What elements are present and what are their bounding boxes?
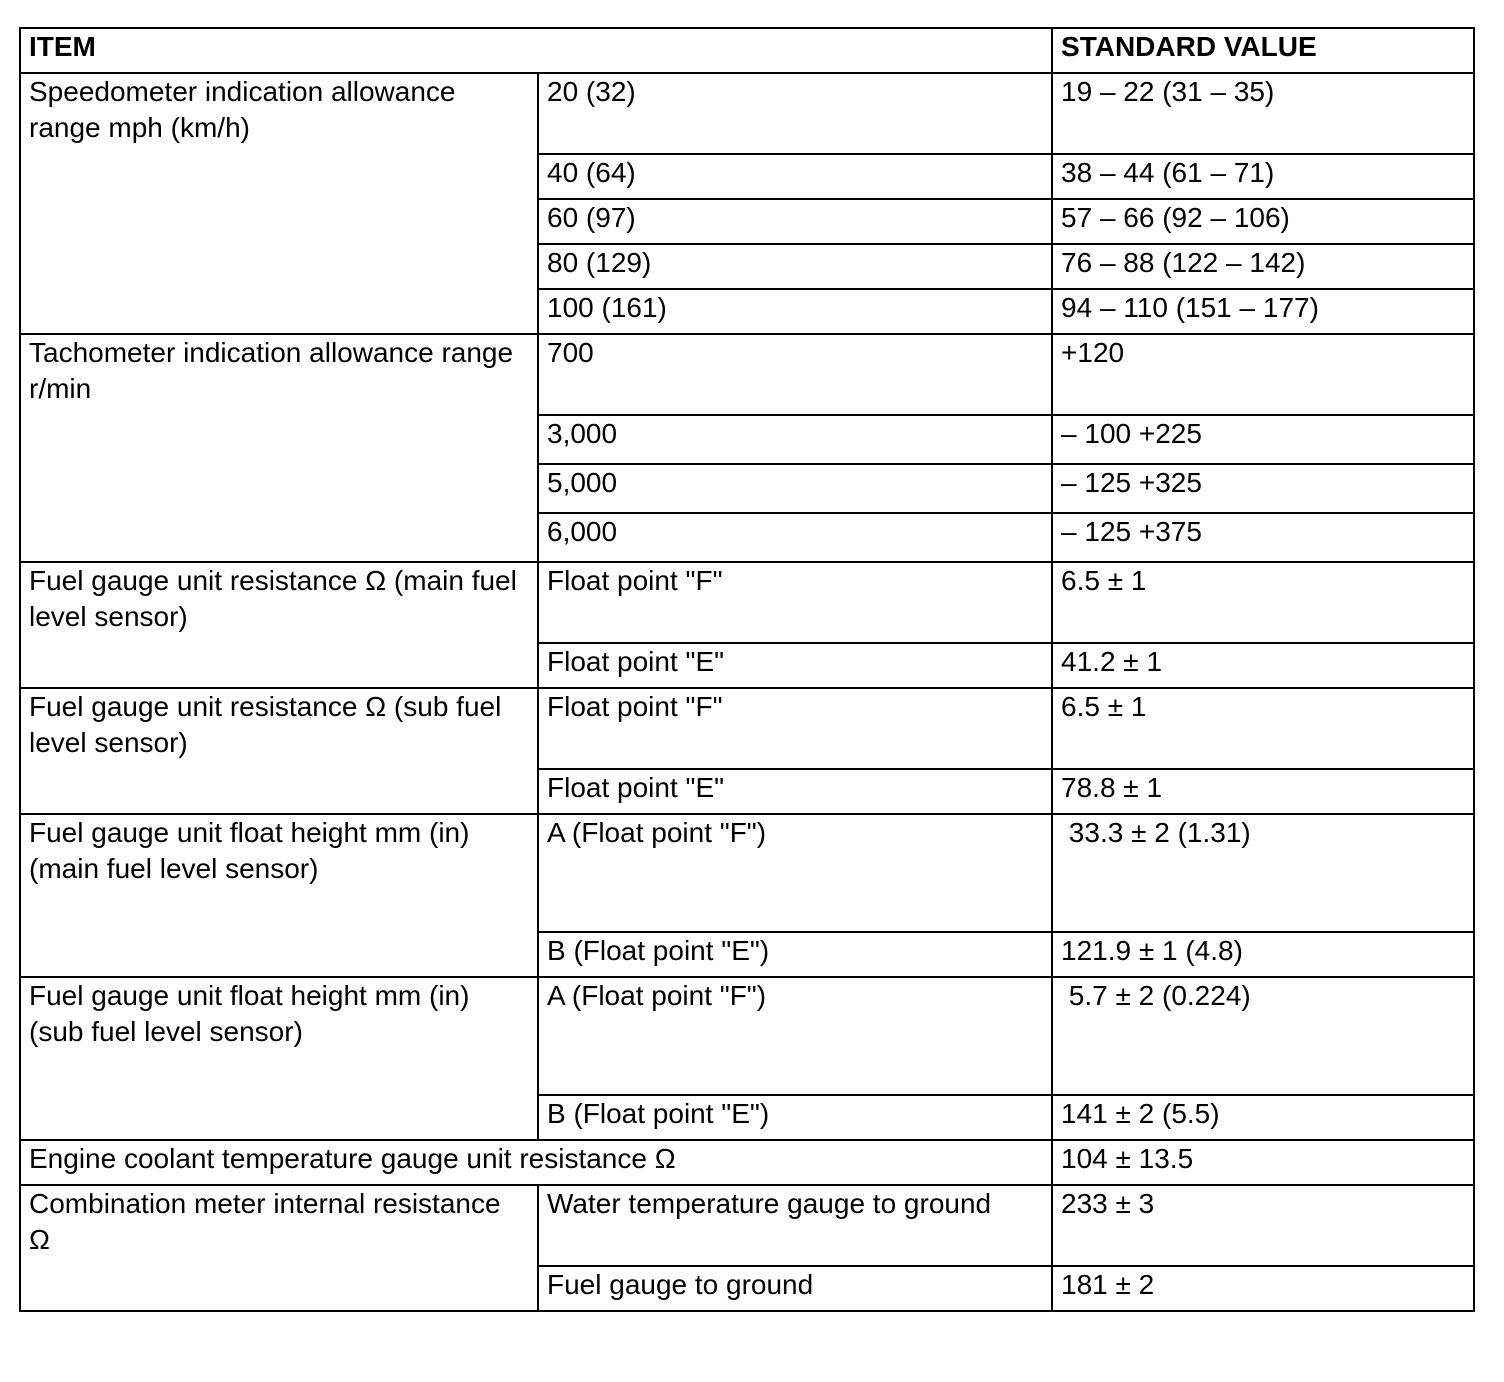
value-cell: +120 <box>1052 334 1474 415</box>
speedometer-label: Speedometer indication allowance range mph (km/h) <box>20 73 538 334</box>
condition-cell: Water temperature gauge to ground <box>538 1185 1052 1266</box>
value-cell: – 100 +225 <box>1052 415 1474 464</box>
table-row <box>20 977 1474 1095</box>
value-cell: 104 ± 13.5 <box>1052 1140 1474 1185</box>
specification-table <box>19 27 1475 1312</box>
table-row <box>20 1140 1474 1185</box>
value-cell: 141 ± 2 (5.5) <box>1052 1095 1474 1140</box>
value-cell: 181 ± 2 <box>1052 1266 1474 1311</box>
value-cell: 6.5 ± 1 <box>1052 562 1474 643</box>
fuel-resistance-sub-label: Fuel gauge unit resistance Ω (sub fuel level sensor) <box>20 688 538 814</box>
table-row <box>20 334 1474 415</box>
table-row <box>20 814 1474 932</box>
condition-cell: Float point "E" <box>538 769 1052 814</box>
condition-cell: 3,000 <box>538 415 1052 464</box>
value-cell: 5.7 ± 2 (0.224) <box>1052 977 1474 1095</box>
value-cell: 38 – 44 (61 – 71) <box>1052 154 1474 199</box>
value-cell: – 125 +325 <box>1052 464 1474 513</box>
value-cell: 76 – 88 (122 – 142) <box>1052 244 1474 289</box>
condition-cell: Fuel gauge to ground <box>538 1266 1052 1311</box>
table-row <box>20 688 1474 769</box>
value-cell: 6.5 ± 1 <box>1052 688 1474 769</box>
value-cell: 233 ± 3 <box>1052 1185 1474 1266</box>
value-cell: 33.3 ± 2 (1.31) <box>1052 814 1474 932</box>
condition-cell: 6,000 <box>538 513 1052 562</box>
value-cell: 19 – 22 (31 – 35) <box>1052 73 1474 154</box>
table-row <box>20 562 1474 643</box>
condition-cell: B (Float point "E") <box>538 932 1052 977</box>
condition-cell: 40 (64) <box>538 154 1052 199</box>
table-row <box>20 1185 1474 1266</box>
float-height-main-label: Fuel gauge unit float height mm (in) (main fuel level sensor) <box>20 814 538 977</box>
float-height-sub-label: Fuel gauge unit float height mm (in) (sub fuel level sensor) <box>20 977 538 1140</box>
value-cell: – 125 +375 <box>1052 513 1474 562</box>
condition-cell: 100 (161) <box>538 289 1052 334</box>
value-cell: 94 – 110 (151 – 177) <box>1052 289 1474 334</box>
condition-cell: Float point "E" <box>538 643 1052 688</box>
condition-cell: B (Float point "E") <box>538 1095 1052 1140</box>
value-cell: 41.2 ± 1 <box>1052 643 1474 688</box>
condition-cell: Float point "F" <box>538 562 1052 643</box>
value-cell: 57 – 66 (92 – 106) <box>1052 199 1474 244</box>
coolant-label: Engine coolant temperature gauge unit resistance Ω <box>20 1140 1052 1185</box>
condition-cell: 700 <box>538 334 1052 415</box>
fuel-resistance-main-label: Fuel gauge unit resistance Ω (main fuel level sensor) <box>20 562 538 688</box>
header-standard-value: STANDARD VALUE <box>1052 28 1474 73</box>
header-item: ITEM <box>20 28 1052 73</box>
condition-cell: 60 (97) <box>538 199 1052 244</box>
header-row <box>20 28 1474 73</box>
condition-cell: A (Float point "F") <box>538 814 1052 932</box>
condition-cell: Float point "F" <box>538 688 1052 769</box>
condition-cell: 5,000 <box>538 464 1052 513</box>
value-cell: 121.9 ± 1 (4.8) <box>1052 932 1474 977</box>
value-cell: 78.8 ± 1 <box>1052 769 1474 814</box>
condition-cell: 20 (32) <box>538 73 1052 154</box>
condition-cell: 80 (129) <box>538 244 1052 289</box>
combination-meter-label: Combination meter internal resistance Ω <box>20 1185 538 1311</box>
tachometer-label: Tachometer indication allowance range r/min <box>20 334 538 562</box>
table-row <box>20 73 1474 154</box>
condition-cell: A (Float point "F") <box>538 977 1052 1095</box>
